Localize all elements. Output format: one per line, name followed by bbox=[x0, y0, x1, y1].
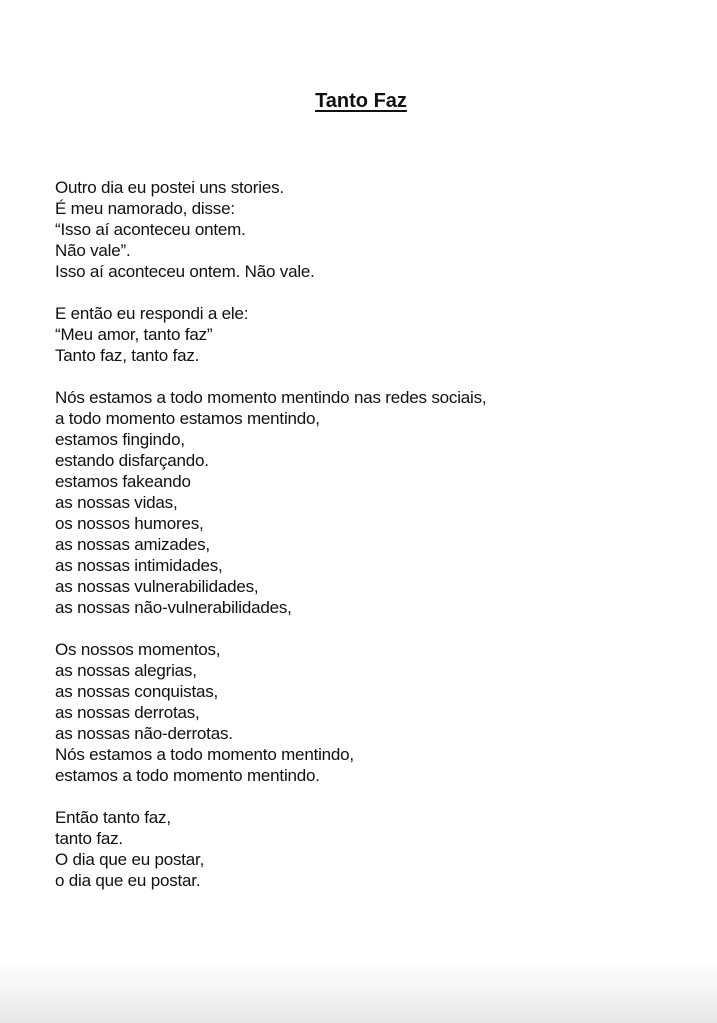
poem-line: as nossas amizades, bbox=[55, 535, 210, 554]
poem-line: Isso aí aconteceu ontem. Não vale. bbox=[55, 262, 315, 281]
poem-line: Então tanto faz, bbox=[55, 808, 171, 827]
poem-line: É meu namorado, disse: bbox=[55, 199, 235, 218]
poem-line: Tanto faz, tanto faz. bbox=[55, 346, 200, 365]
poem-line: O dia que eu postar, bbox=[55, 850, 205, 869]
poem-title bbox=[0, 88, 717, 114]
stanza-4 bbox=[55, 639, 675, 786]
poem-line: os nossos humores, bbox=[55, 514, 204, 533]
stanza-3 bbox=[55, 387, 675, 618]
poem-line: tanto faz. bbox=[55, 829, 123, 848]
stanza-1 bbox=[55, 177, 675, 282]
poem-line: Não vale”. bbox=[55, 241, 131, 260]
poem-line: Nós estamos a todo momento mentindo, bbox=[55, 745, 354, 764]
poem-line: as nossas alegrias, bbox=[55, 661, 197, 680]
poem-line: “Isso aí aconteceu ontem. bbox=[55, 220, 246, 239]
poem-line: o dia que eu postar. bbox=[55, 871, 201, 890]
poem-line: as nossas intimidades, bbox=[55, 556, 223, 575]
poem-line: as nossas não-vulnerabilidades, bbox=[55, 598, 292, 617]
poem-title-text: Tanto Faz bbox=[315, 90, 407, 112]
poem-line: estamos a todo momento mentindo. bbox=[55, 766, 320, 785]
poem-line: E então eu respondi a ele: bbox=[55, 304, 249, 323]
poem-line: as nossas não-derrotas. bbox=[55, 724, 233, 743]
poem-line: estamos fingindo, bbox=[55, 430, 185, 449]
stanza-2 bbox=[55, 303, 675, 366]
poem-line: “Meu amor, tanto faz” bbox=[55, 325, 213, 344]
poem-body bbox=[55, 177, 675, 912]
poem-line: as nossas vulnerabilidades, bbox=[55, 577, 259, 596]
poem-line: Outro dia eu postei uns stories. bbox=[55, 178, 284, 197]
poem-line: a todo momento estamos mentindo, bbox=[55, 409, 320, 428]
stanza-5 bbox=[55, 807, 675, 891]
poem-line: as nossas vidas, bbox=[55, 493, 178, 512]
poem-line: as nossas derrotas, bbox=[55, 703, 200, 722]
poem-line: estamos fakeando bbox=[55, 472, 191, 491]
poem-line: as nossas conquistas, bbox=[55, 682, 219, 701]
poem-line: Nós estamos a todo momento mentindo nas redes sociais, bbox=[55, 388, 487, 407]
poem-line: Os nossos momentos, bbox=[55, 640, 221, 659]
poem-line: estando disfarçando. bbox=[55, 451, 209, 470]
